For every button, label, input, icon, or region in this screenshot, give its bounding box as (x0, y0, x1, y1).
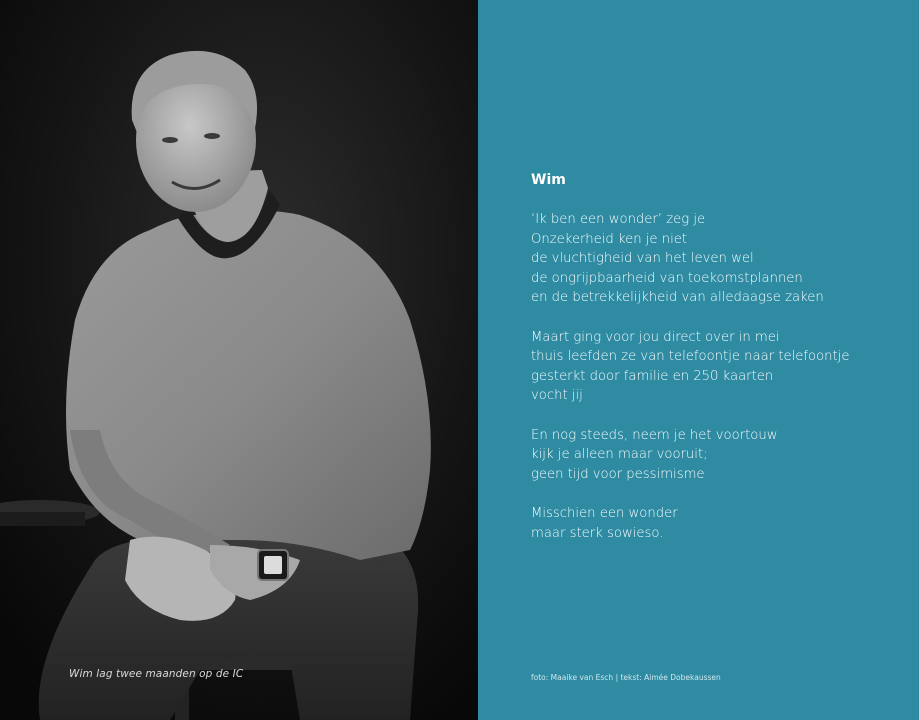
poem-line: kijk je alleen maar vooruit; (531, 447, 708, 463)
poem-line: de ongrijpbaarheid van toekomstplannen (531, 270, 803, 286)
text-panel (478, 0, 919, 720)
poem-line: Misschien een wonder (531, 505, 678, 521)
poem-line: ‘Ik ben een wonder’ zeg je (531, 212, 706, 227)
stanza (531, 426, 911, 485)
poem-body (531, 210, 911, 563)
poem-line: maar sterk sowieso. (531, 525, 664, 541)
poem-line: en de betrekkelijkheid van alledaagse zaken (531, 290, 824, 306)
stanza (531, 328, 911, 406)
poem-line: vocht jij (531, 388, 583, 404)
poem-line: de vluchtigheid van het leven wel (531, 251, 754, 267)
photo-caption: Wim lag twee maanden op de IC (69, 668, 244, 680)
stanza (531, 504, 911, 543)
poem-line: gesterkt door familie en 250 kaarten (531, 368, 774, 384)
stanza (531, 210, 911, 308)
poem-line: thuis leefden ze van telefoontje naar telefoontje (531, 349, 850, 365)
poem-title: Wim (531, 172, 566, 188)
poem-line: En nog steeds, neem je het voortouw (531, 427, 778, 443)
photo-text-credits: foto: Maaike van Esch | tekst: Aimée Dobekaussen (531, 673, 721, 682)
poem-line: Maart ging voor jou direct over in mei (531, 329, 780, 345)
poem-line: geen tijd voor pessimisme (531, 466, 705, 482)
poem-line: Onzekerheid ken je niet (531, 231, 688, 247)
